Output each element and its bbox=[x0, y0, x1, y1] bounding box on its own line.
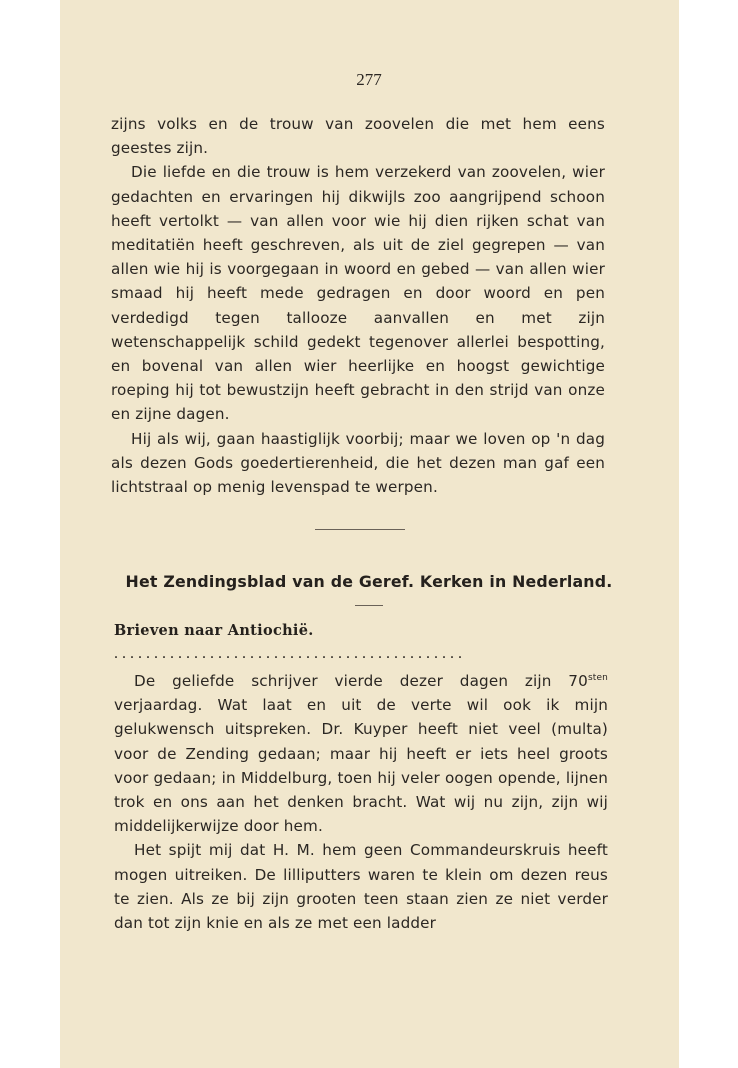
para1-rest: verjaardag. Wat laat en uit de verte wil ook ik mijn gelukwensch uitspreken. Dr. Kuyper heeft niet veel (multa) voor de Zending gedaan; maar hij heeft er iets heel groots voor gedaan; in Middelburg, toen hij veler oogen opende, lijnen trok en ons aan het denken bracht. Wat wij nu zijn, zijn wij middelijkerwijze door hem. bbox=[114, 696, 608, 836]
superscript-sten: sten bbox=[587, 673, 608, 683]
ellipsis-row: . . . . . . . . . . . . . . . . . . . . . . . . . . . . . . . . . . . . . . . . . . . . bbox=[114, 645, 462, 662]
paragraph-voorbij: Hij als wij, gaan haastiglijk voorbij; maar we loven op 'n dag als dezen Gods goedertierenheid, die het dezen man gaf een lichtstraal op menig levenspad te werpen. bbox=[111, 429, 605, 497]
heading-underline bbox=[355, 605, 383, 606]
paragraph-continuation: zijns volks en de trouw van zoovelen die met hem eens geestes zijn. bbox=[111, 115, 605, 158]
paragraph-liefde: Die liefde en die trouw is hem verzekerd van zoovelen, wier gedachten en ervaringen hij dikwijls zoo aangrijpend schoon heeft vertolkt — van allen voor wie hij dien rijken schat van meditatiën heeft geschreven, als uit de ziel gegrepen — van allen wie hij is voorgegaan in woord en gebed — van allen wier smaad hij heeft mede gedragen en door woord en pen verdedigd tegen tallooze aanvallen en met zijn wetenschappelijk schild gedekt tegenover allerlei bespotting, en bovenal van allen wier heerlijke en hoogst gewichtige roeping hij tot bewustzijn heeft gebracht in den strijd van onze en zijne dagen. bbox=[111, 163, 605, 424]
section-2-text bbox=[114, 669, 608, 935]
section-1-text bbox=[111, 112, 605, 499]
page-number: 277 bbox=[356, 70, 382, 89]
para1-start: De geliefde schrijver vierde dezer dagen zijn 70 bbox=[134, 672, 588, 690]
subheading: Brieven naar Antiochië. bbox=[114, 622, 314, 639]
paragraph-commandeurskruis: Het spijt mij dat H. M. hem geen Commandeurskruis heeft mogen uitreiken. De lilliputters waren te klein om dezen reus te zien. Als ze bij zijn grooten teen staan zien ze niet verder dan tot zijn knie en als ze met een ladder bbox=[114, 841, 608, 933]
paragraph-jaardag bbox=[114, 669, 608, 838]
section-divider bbox=[315, 529, 405, 530]
section-heading: Het Zendingsblad van de Geref. Kerken in Nederland. bbox=[125, 572, 613, 591]
